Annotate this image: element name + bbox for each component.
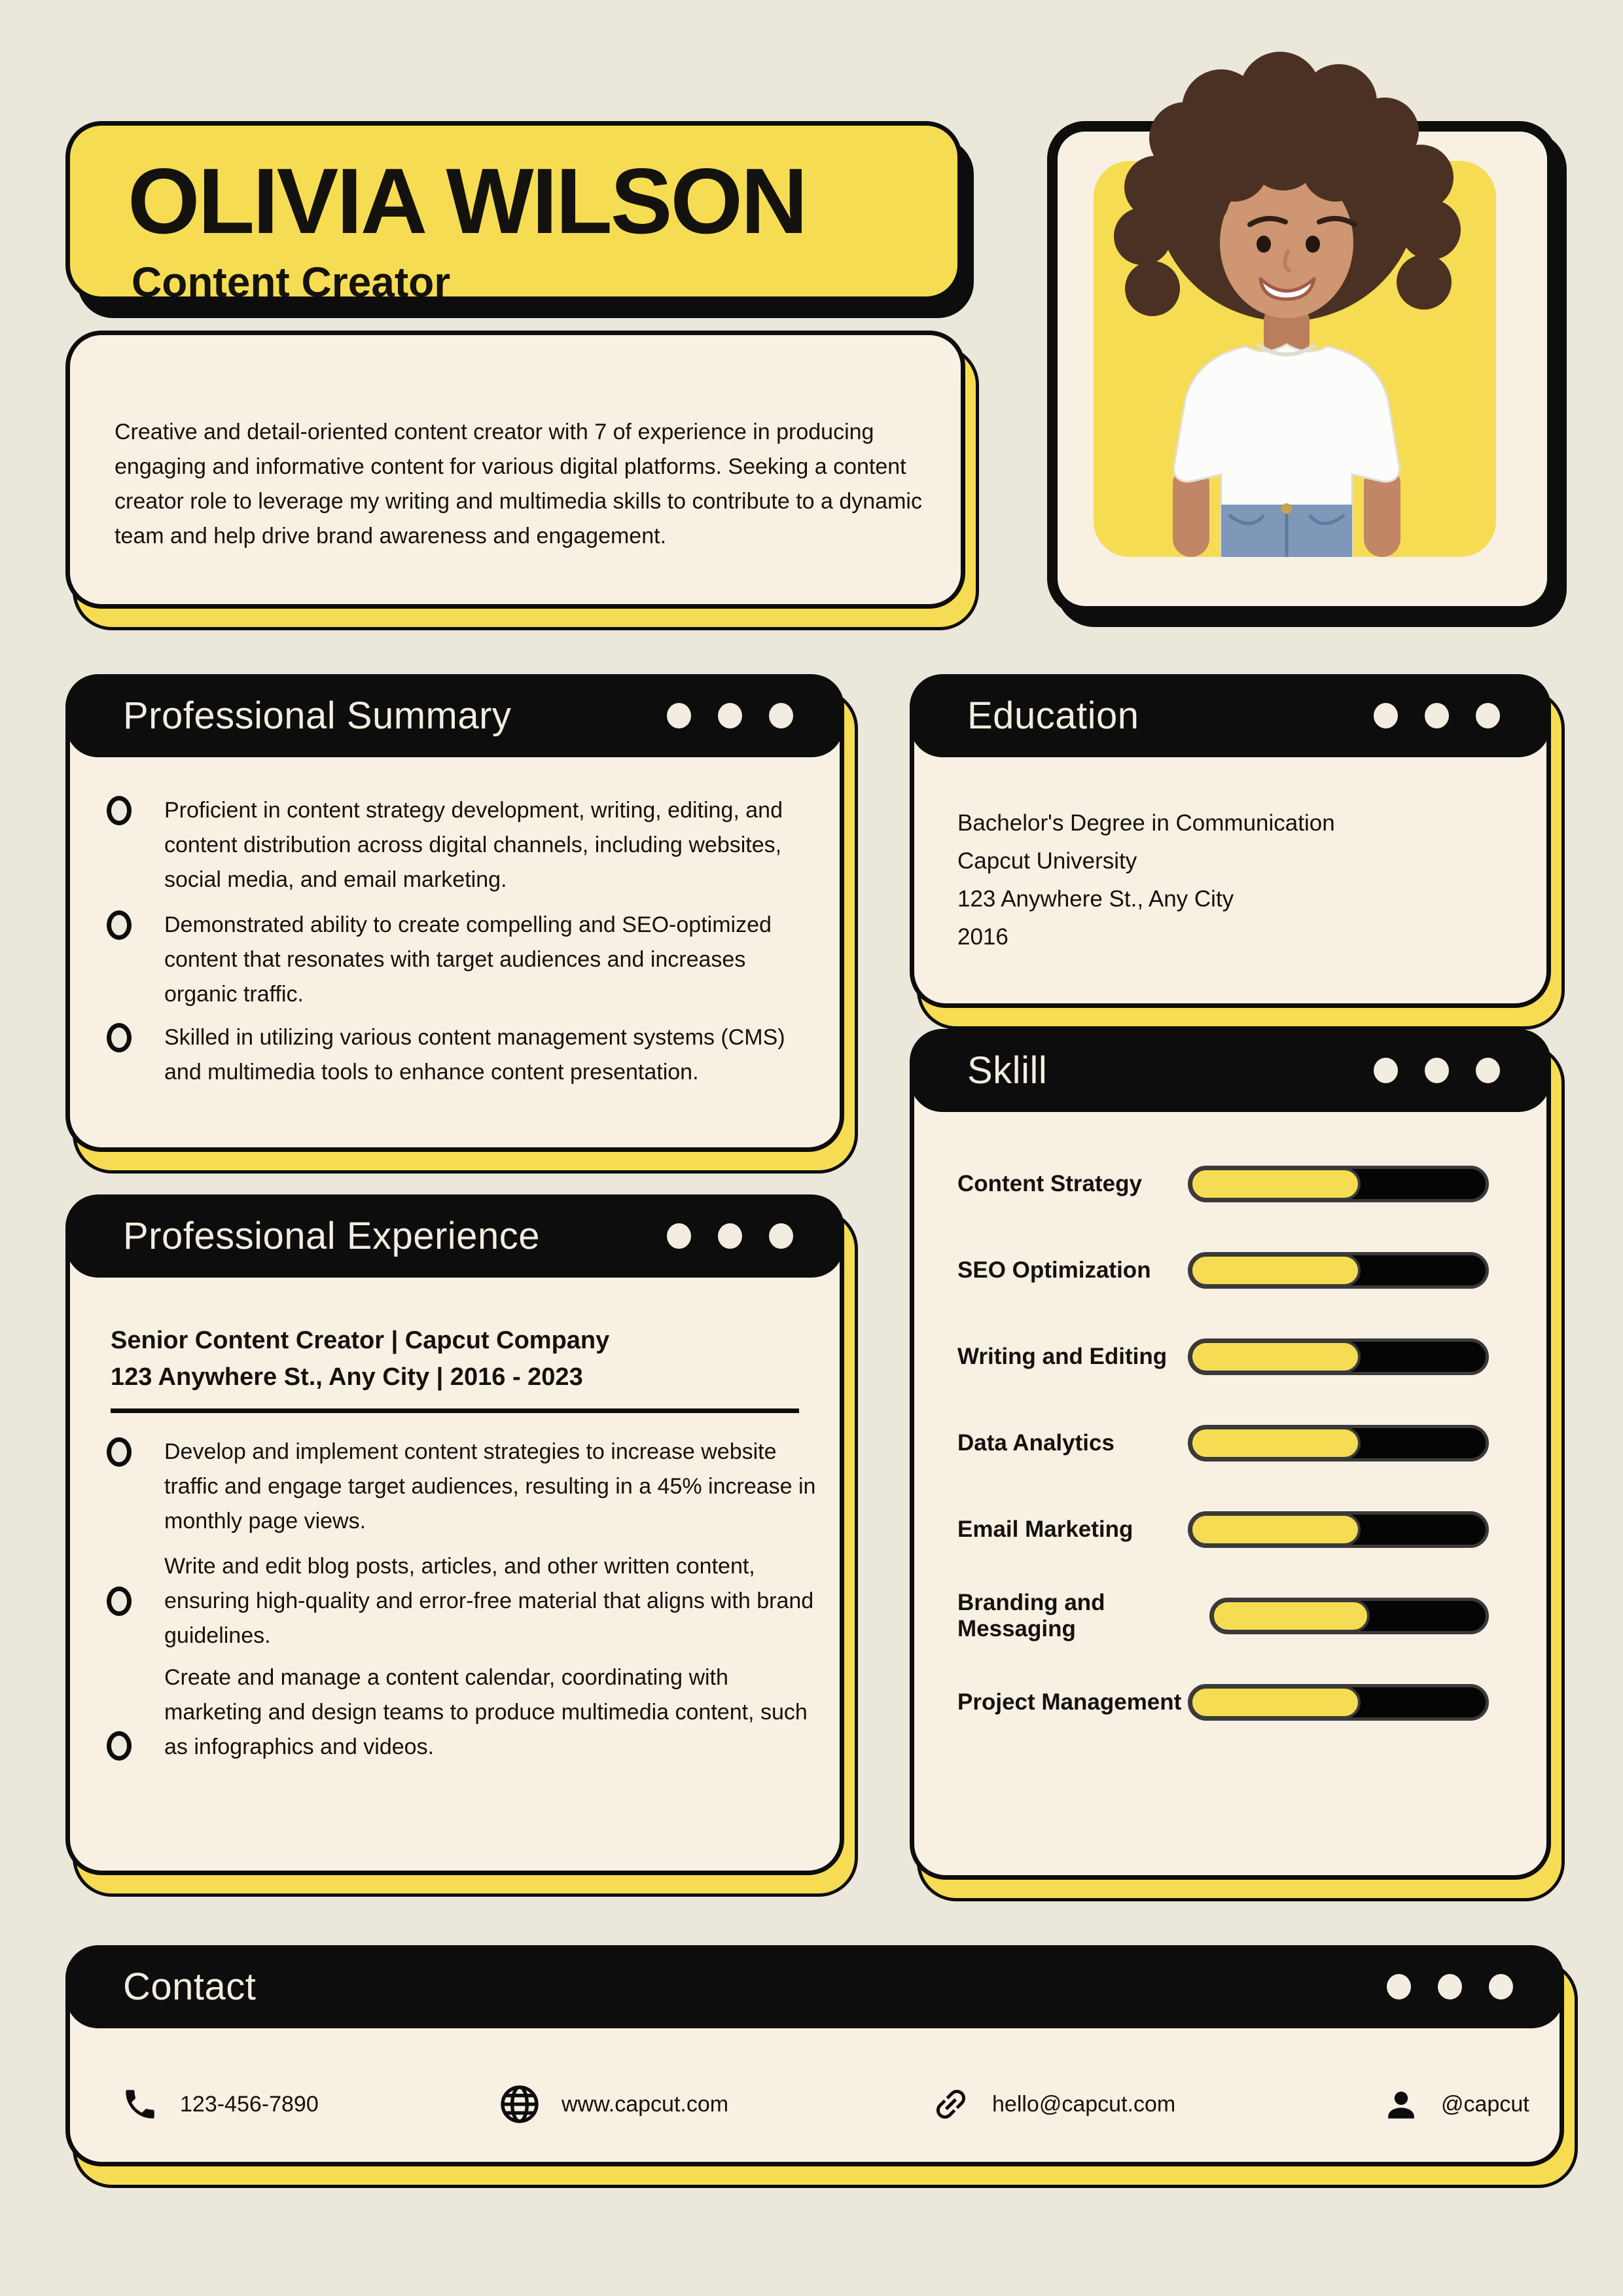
skill-label: Data Analytics (957, 1430, 1115, 1456)
summary-bullet (107, 793, 817, 897)
summary-title: Professional Summary (123, 694, 512, 737)
experience-bullet (107, 1435, 820, 1539)
experience-bullet-text: Develop and implement content strategies to increase website traffic and engage target audiences, resulting in a 45% increase in monthly page views. (164, 1439, 816, 1534)
skill-bar (1188, 1252, 1489, 1289)
link-icon (931, 2084, 971, 2125)
divider (111, 1408, 799, 1413)
education-header-bar (910, 674, 1551, 757)
education-card (910, 674, 1551, 1008)
skills-title: Sklill (967, 1049, 1048, 1092)
window-dots (667, 703, 793, 728)
education-degree: Bachelor's Degree in Communication (957, 810, 1335, 836)
summary-bullet (107, 908, 817, 1012)
profile-photo-card (1047, 121, 1558, 617)
skill-label: Branding and Messaging (957, 1590, 1105, 1641)
skill-row (957, 1249, 1489, 1291)
window-dots (667, 1223, 793, 1249)
skill-bar-fill (1211, 1600, 1370, 1632)
skill-row (957, 1509, 1489, 1551)
profile-photo (1064, 46, 1522, 557)
contact-website (499, 2073, 728, 2136)
education-details (957, 804, 1335, 956)
summary-bullet-text: Proficient in content strategy development, writing, editing, and content distribution across digital channels, including websites, social media, and email marketing. (164, 798, 783, 892)
skill-bar-fill (1190, 1340, 1361, 1373)
skill-row (957, 1336, 1489, 1378)
education-year: 2016 (957, 924, 1008, 950)
experience-bullet-text: Write and edit blog posts, articles, and other written content, ensuring high-quality and error-free material that aligns with brand guidelines. (164, 1554, 814, 1648)
skill-row (957, 1681, 1489, 1723)
name-header-card (65, 121, 962, 306)
summary-bullet-text: Demonstrated ability to create compelling and SEO-optimized content that resonates with target audiences and increases organic traffic. (164, 912, 772, 1007)
skill-bar-fill (1190, 1168, 1361, 1200)
bullet-circle-icon (107, 796, 132, 825)
window-dot (1374, 703, 1398, 728)
experience-bullet-text: Create and manage a content calendar, coordinating with marketing and design teams to produce multimedia content, such as infographics and videos. (164, 1665, 808, 1759)
person-job-title: Content Creator (132, 259, 451, 306)
skill-bar (1188, 1425, 1489, 1462)
window-dot (1425, 703, 1449, 728)
skill-bar (1209, 1598, 1489, 1634)
window-dot (769, 703, 793, 728)
window-dot (1489, 1974, 1513, 2000)
skill-label: Project Management (957, 1689, 1182, 1715)
skill-label: Writing and Editing (957, 1344, 1168, 1369)
bullet-circle-icon (107, 1587, 132, 1616)
window-dot (718, 1223, 742, 1249)
contact-email (931, 2073, 1175, 2136)
skill-row (957, 1163, 1489, 1205)
skill-bar (1188, 1166, 1489, 1202)
professional-summary-card (65, 674, 844, 1152)
contact-social (1382, 2073, 1529, 2136)
skill-label: SEO Optimization (957, 1257, 1151, 1283)
bullet-circle-icon (107, 1731, 132, 1761)
education-school: Capcut University (957, 848, 1137, 874)
globe-icon (499, 2083, 541, 2125)
bullet-circle-icon (107, 1437, 132, 1467)
bullet-circle-icon (107, 910, 132, 940)
contact-website-label: www.capcut.com (562, 2091, 729, 2117)
contact-card (65, 1945, 1564, 2166)
window-dot (1476, 703, 1500, 728)
contact-email-label: hello@capcut.com (992, 2091, 1176, 2117)
window-dots (1387, 1974, 1513, 2000)
skill-label: Email Marketing (957, 1516, 1133, 1542)
skill-bar (1188, 1684, 1489, 1721)
jeans (1221, 503, 1352, 557)
window-dot (1476, 1058, 1500, 1083)
person-icon (1382, 2085, 1420, 2123)
window-dot (718, 703, 742, 728)
summary-bullet (107, 1020, 817, 1090)
skills-header-bar (910, 1029, 1551, 1112)
skill-bar-fill (1190, 1686, 1361, 1719)
contact-phone (121, 2073, 319, 2136)
window-dots (1374, 703, 1500, 728)
phone-icon (121, 2085, 159, 2123)
skill-bar (1188, 1511, 1489, 1548)
contact-header-bar (65, 1945, 1564, 2028)
contact-social-label: @capcut (1441, 2091, 1529, 2117)
summary-header-bar (65, 674, 844, 757)
contact-title: Contact (123, 1965, 257, 2008)
skill-bar-fill (1190, 1513, 1361, 1546)
education-title: Education (967, 694, 1139, 737)
experience-title: Professional Experience (123, 1215, 540, 1257)
window-dot (1387, 1974, 1411, 2000)
bullet-circle-icon (107, 1023, 132, 1052)
intro-card (65, 331, 965, 609)
window-dot (667, 1223, 691, 1249)
window-dots (1374, 1058, 1500, 1083)
window-dot (769, 1223, 793, 1249)
skill-row (957, 1422, 1489, 1464)
education-address: 123 Anywhere St., Any City (957, 886, 1234, 912)
skill-label: Content Strategy (957, 1171, 1142, 1196)
experience-meta: 123 Anywhere St., Any City | 2016 - 2023 (111, 1363, 583, 1391)
window-dot (1374, 1058, 1398, 1083)
window-dot (1425, 1058, 1449, 1083)
window-dot (1438, 1974, 1462, 2000)
intro-text: Creative and detail-oriented content creator with 7 of experience in producing engaging and informative content for various digital platforms. Seeking a content creator role to leverage my writing and multimedia skills to contribute to a dynamic team and help drive brand awareness and engagement. (115, 420, 922, 548)
skill-row (957, 1590, 1489, 1641)
experience-bullet (107, 1660, 820, 1765)
experience-header-bar (65, 1194, 844, 1278)
skills-card (910, 1029, 1551, 1880)
window-dot (667, 703, 691, 728)
summary-bullet-text: Skilled in utilizing various content management systems (CMS) and multimedia tools to enhance content presentation. (164, 1025, 785, 1085)
experience-bullet (107, 1549, 820, 1653)
person-name: OLIVIA WILSON (128, 149, 806, 253)
experience-role: Senior Content Creator | Capcut Company (111, 1327, 610, 1354)
professional-experience-card (65, 1194, 844, 1875)
contact-phone-label: 123-456-7890 (180, 2091, 319, 2117)
skill-bar (1188, 1338, 1489, 1375)
skill-bar-fill (1190, 1427, 1361, 1460)
experience-role-block (111, 1322, 609, 1395)
skill-bar-fill (1190, 1254, 1361, 1287)
